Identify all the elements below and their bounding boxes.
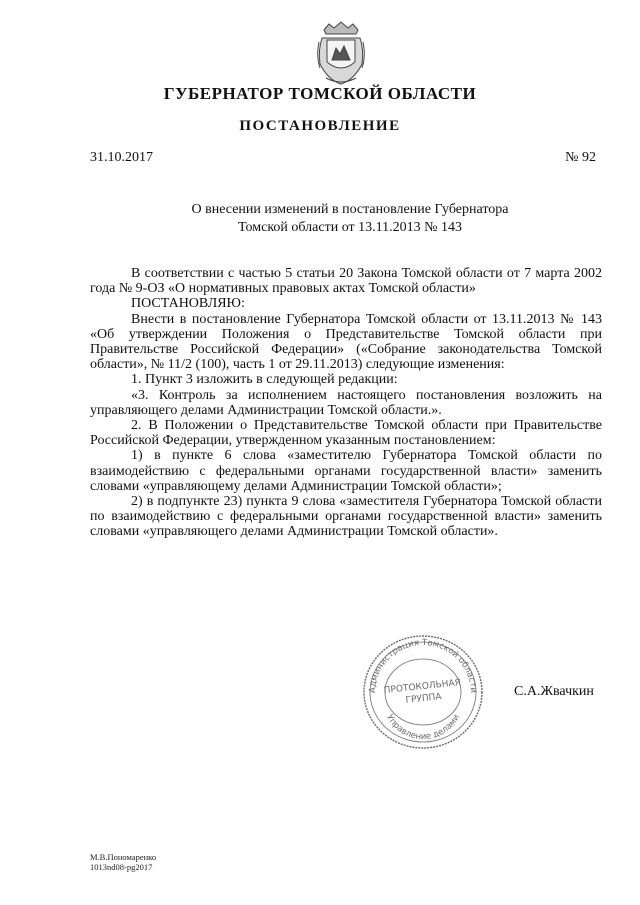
stamp-bottom-text: Управление делами bbox=[384, 712, 462, 743]
footer-note bbox=[90, 852, 156, 872]
body-paragraph: «3. Контроль за исполнением настоящего постановления возложить на управляющего делами Администрации Томской области.». bbox=[90, 387, 602, 418]
document-subject bbox=[120, 201, 580, 237]
body-paragraph: В соответствии с частью 5 статьи 20 Закона Томской области от 7 марта 2002 года № 9-ОЗ «О нормативных правовых актах Томской области» bbox=[90, 266, 602, 297]
official-stamp bbox=[361, 633, 485, 751]
issuer-title: ГУБЕРНАТОР ТОМСКОЙ ОБЛАСТИ bbox=[163, 84, 477, 103]
file-code: 1013nd08-pg2017 bbox=[90, 862, 153, 872]
subject-line: Томской области от 13.11.2013 № 143 bbox=[238, 220, 462, 235]
svg-text:Управление делами bbox=[384, 713, 462, 742]
body-paragraph: 2. В Положении о Представительстве Томской области при Правительстве Российской Федерации, утвержденном указанным постановлением: bbox=[90, 418, 602, 449]
document-body bbox=[90, 266, 602, 540]
executor-name: М.В.Пономаренко bbox=[90, 852, 157, 862]
body-paragraph: Внести в постановление Губернатора Томской области от 13.11.2013 № 143 «Об утверждении Положения о Представительстве Томской области при Правительстве Российской Федерации» («Собрание законодательства Томской области», № 11/2 (100), часть 1 от 29.11.2013) следующие изменения: bbox=[90, 311, 602, 373]
subject-line: О внесении изменений в постановление Губернатора bbox=[191, 202, 509, 217]
document-date: 31.10.2017 bbox=[90, 150, 153, 165]
body-paragraph: 1) в пункте 6 слова «заместителю Губернатора Томской области по взаимодействию с федеральными органами государственной власти» заменить словами «управляющему делами Администрации Томской области»; bbox=[90, 448, 602, 494]
body-paragraph: 2) в подпункте 23) пункта 9 слова «заместителя Губернатора Томской области по взаимодействию с федеральными органами государственной власти» заменить словами «управляющего делами Администрации Томской области». bbox=[90, 494, 602, 540]
body-paragraph: 1. Пункт 3 изложить в следующей редакции: bbox=[131, 372, 398, 388]
document-type: ПОСТАНОВЛЕНИЕ bbox=[239, 118, 401, 134]
stamp-inner-line1: ПРОТОКОЛЬНАЯ bbox=[383, 678, 462, 697]
signer-name: С.А.Жвачкин bbox=[514, 684, 594, 699]
stamp-outer-text: Администрация Томской области bbox=[367, 637, 479, 694]
stamp-inner-line2: ГРУППА bbox=[405, 692, 443, 706]
coat-of-arms-emblem bbox=[316, 20, 366, 88]
resolution-word: ПОСТАНОВЛЯЮ: bbox=[131, 296, 245, 312]
document-number: № 92 bbox=[565, 150, 596, 165]
